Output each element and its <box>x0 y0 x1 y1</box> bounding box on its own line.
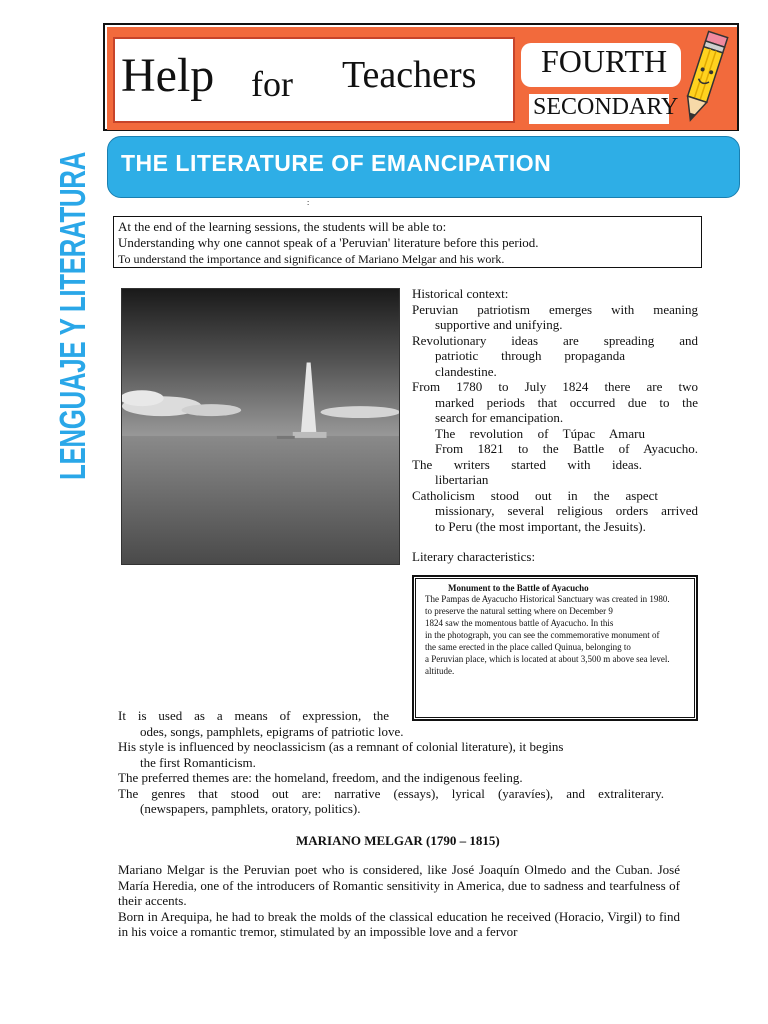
section-title: MARIANO MELGAR (1790 – 1815) <box>296 833 500 848</box>
melgar-text <box>118 862 680 940</box>
caption-line: The Pampas de Ayacucho Historical Sanctuary was created in 1980. <box>425 594 670 604</box>
list-item-cont: From 1821 to the Battle of Ayacucho. <box>435 441 698 456</box>
list-item-cont: patriotic through propaganda <box>435 348 625 363</box>
list-item-cont: search for emancipation. <box>435 410 564 425</box>
list-item: It is used as a means of expression, the <box>118 708 389 723</box>
objective-item: Understanding why one cannot speak of a 'Peruvian' literature before this period. <box>118 235 539 250</box>
list-item-cont: libertarian <box>435 472 489 487</box>
caption-line: the same erected in the place called Quinua, belonging to <box>425 642 631 652</box>
monument-photo <box>121 288 400 565</box>
caption-line: altitude. <box>425 666 455 676</box>
paragraph: Born in Arequipa, he had to break the molds of the classical education he received (Horacio, Virgil) to find in his voice a romantic tremor, stimulated by an impossible love and a fervor <box>118 908 680 939</box>
caption-line: in the photograph, you can see the commemorative monument of <box>425 630 660 640</box>
grade-label: FOURTH <box>541 43 668 79</box>
objectives-intro: At the end of the learning sessions, the students will be able to: <box>118 219 447 234</box>
literary-heading: Literary characteristics: <box>412 549 536 564</box>
list-item: The preferred themes are: the homeland, freedom, and the indigenous feeling. <box>118 770 523 785</box>
caption-line: 1824 saw the momentous battle of Ayacucho. In this <box>425 618 614 628</box>
list-item: The genres that stood out are: narrative (essays), lyrical (yaravíes), and extraliterary. <box>118 785 664 801</box>
header-for: for <box>251 64 293 104</box>
header-help: Help <box>121 49 215 102</box>
caption-title: Monument to the Battle of Ayacucho <box>448 583 589 593</box>
list-item-cont: the first Romanticism. <box>140 754 256 770</box>
list-item-cont: missionary, several religious orders arrived <box>435 503 698 518</box>
historical-context <box>412 286 698 565</box>
list-item-cont: to Peru (the most important, the Jesuits). <box>435 518 646 534</box>
page-title: THE LITERATURE OF EMANCIPATION <box>121 150 552 176</box>
list-item: Catholicism stood out in the aspect <box>412 487 658 503</box>
list-item: From 1780 to July 1824 there are two <box>412 379 698 394</box>
level-label: SECONDARY <box>533 94 679 120</box>
pencil-icon <box>672 26 734 130</box>
list-item-cont: odes, songs, pamphlets, epigrams of patriotic love. <box>140 723 404 739</box>
paragraph: Mariano Melgar is the Peruvian poet who is considered, like José Joaquín Olmedo and the Cuban. José María Heredia, one of the introducers of Romantic sensitivity in America, due to sadness and tearfulness of their accents. <box>118 862 680 908</box>
historical-heading: Historical context: <box>412 286 509 301</box>
list-item: Peruvian patriotism emerges with meaning <box>412 301 698 317</box>
caption-line: to preserve the natural setting where on December 9 <box>425 606 613 616</box>
title-dot: : <box>307 198 310 207</box>
list-item-cont: marked periods that occurred due to the <box>435 394 698 410</box>
side-subject-label: LENGUAJE Y LITERATURA <box>52 151 93 480</box>
list-item: The writers started with ideas. <box>412 456 642 472</box>
caption-line: a Peruvian place, which is located at about 3,500 m above sea level. <box>425 654 670 664</box>
header-teachers: Teachers <box>342 54 477 96</box>
literary-characteristics <box>118 708 664 817</box>
list-item: Revolutionary ideas are spreading and <box>412 332 698 348</box>
list-item: His style is influenced by neoclassicism (as a remnant of colonial literature), it begins <box>118 739 564 754</box>
list-item-cont: clandestine. <box>435 363 497 379</box>
objective-item: To understand the importance and significance of Mariano Melgar and his work. <box>118 252 505 266</box>
list-item-cont: The revolution of Túpac Amaru <box>435 425 645 441</box>
caption-text <box>425 593 697 677</box>
list-item-cont: supportive and unifying. <box>435 317 563 332</box>
list-item-cont: (newspapers, pamphlets, oratory, politics). <box>140 801 361 816</box>
